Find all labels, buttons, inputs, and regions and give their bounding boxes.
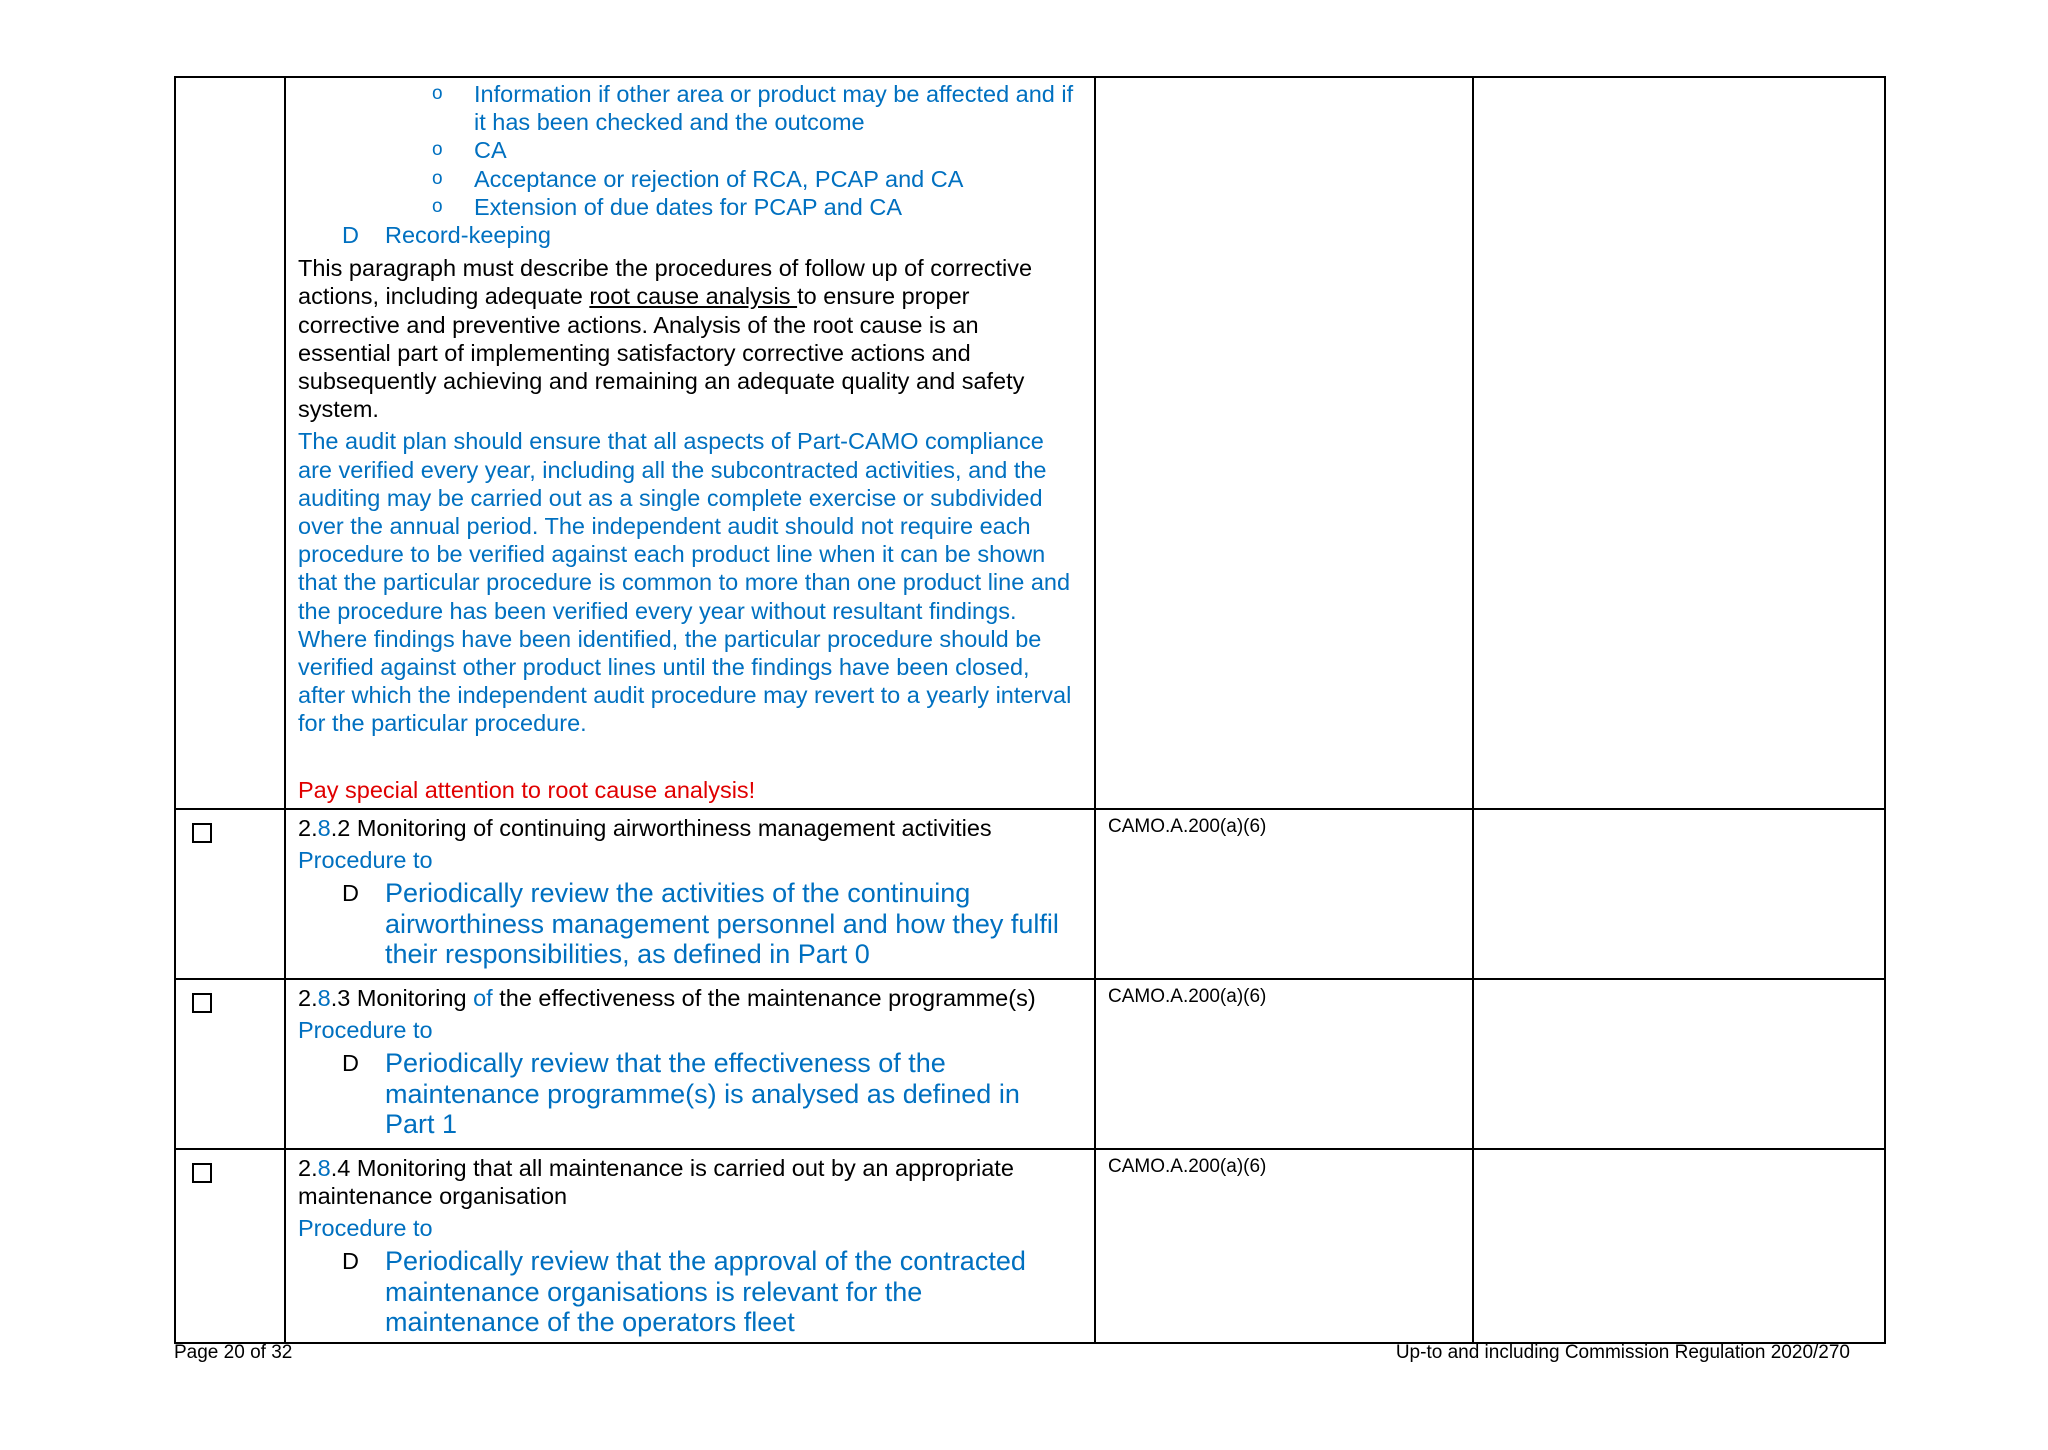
warning-text: Pay special attention to root cause analysis!	[298, 776, 756, 803]
reference-cell: CAMO.A.200(a)(6)	[1095, 979, 1473, 1149]
d-bullet-icon: D	[342, 1248, 359, 1275]
d-bullet-icon: D	[342, 222, 359, 249]
table-row	[175, 1149, 1885, 1343]
regulation-footer: Up-to and including Commission Regulation 2020/270	[1395, 1342, 1850, 1363]
circle-bullet-icon: o	[432, 195, 443, 217]
checkbox-cell	[175, 979, 285, 1149]
section-heading: 2.8.3 Monitoring of the effectiveness of the maintenance programme(s)	[298, 984, 1036, 1011]
checkbox-cell	[175, 77, 285, 809]
record-keeping-item: D Record-keeping	[342, 222, 551, 249]
procedure-item: D Periodically review the activities of the continuing airworthiness management personnel and how they fulfil their responsibilities, as defined in Part 0	[342, 878, 1059, 970]
circle-bullet-icon: o	[432, 139, 443, 161]
description-cell	[285, 809, 1095, 979]
checkbox[interactable]	[192, 1163, 212, 1183]
d-bullet-icon: D	[342, 880, 359, 907]
reference-cell: CAMO.A.200(a)(6)	[1095, 1149, 1473, 1343]
procedure-paragraph: This paragraph must describe the procedures of follow up of corrective actions, including adequate root cause analysis to ensure proper corrective and preventive actions. Analysis of the root cause is an essential part of implementing satisfactory corrective actions and subsequently achieving and remaining an adequate quality and safety system.	[298, 255, 1033, 423]
description-cell	[285, 77, 1095, 809]
comment-cell	[1473, 1149, 1885, 1343]
procedure-label: Procedure to	[298, 1215, 433, 1242]
description-cell	[285, 979, 1095, 1149]
section-heading: 2.8.4 Monitoring that all maintenance is carried out by an appropriate maintenance organisation	[298, 1154, 1014, 1210]
list-item: o Extension of due dates for PCAP and CA	[432, 193, 903, 220]
procedure-item: D Periodically review that the approval of the contracted maintenance organisations is relevant for the maintenance of the operators fleet	[342, 1246, 1026, 1338]
table-row	[175, 809, 1885, 979]
procedure-label: Procedure to	[298, 1017, 433, 1044]
table-row	[175, 77, 1885, 809]
audit-plan-paragraph: The audit plan should ensure that all aspects of Part-CAMO compliance are verified every year, including all the subcontracted activities, and the auditing may be carried out as a single complete exercise or subdivided over the annual period. The independent audit should not require each procedure to be verified against each product line when it can be shown that the particular procedure is common to more than one product line and the procedure has been verified every year without resultant findings. Where findings have been identified, the particular procedure should be verified against other product lines until the findings have been closed, after which the independent audit procedure may revert to a yearly interval for the particular procedure.	[298, 428, 1072, 737]
checkbox[interactable]	[192, 993, 212, 1013]
list-item: o CA	[432, 137, 507, 164]
reference-cell: CAMO.A.200(a)(6)	[1095, 809, 1473, 979]
compliance-table	[174, 76, 1886, 1344]
section-heading: 2.8.2 Monitoring of continuing airworthiness management activities	[298, 814, 992, 841]
list-item: o Information if other area or product may be affected and if it has been checked and the outcome	[432, 81, 1074, 136]
comment-cell	[1473, 809, 1885, 979]
comment-cell	[1473, 77, 1885, 809]
d-bullet-icon: D	[342, 1050, 359, 1077]
circle-bullet-icon: o	[432, 167, 443, 189]
comment-cell	[1473, 979, 1885, 1149]
checkbox-cell	[175, 1149, 285, 1343]
procedure-item: D Periodically review that the effectiveness of the maintenance programme(s) is analysed as defined in Part 1	[342, 1048, 1020, 1140]
page-number: Page 20 of 32	[174, 1342, 293, 1363]
checkbox-cell	[175, 809, 285, 979]
reference-cell	[1095, 77, 1473, 809]
checkbox[interactable]	[192, 823, 212, 843]
list-item: o Acceptance or rejection of RCA, PCAP and CA	[432, 165, 964, 192]
description-cell	[285, 1149, 1095, 1343]
circle-bullet-icon: o	[432, 83, 443, 104]
procedure-label: Procedure to	[298, 847, 433, 874]
root-cause-link[interactable]: root cause analysis	[589, 283, 798, 310]
table-row	[175, 979, 1885, 1149]
sub-bullet-list	[298, 80, 1074, 221]
